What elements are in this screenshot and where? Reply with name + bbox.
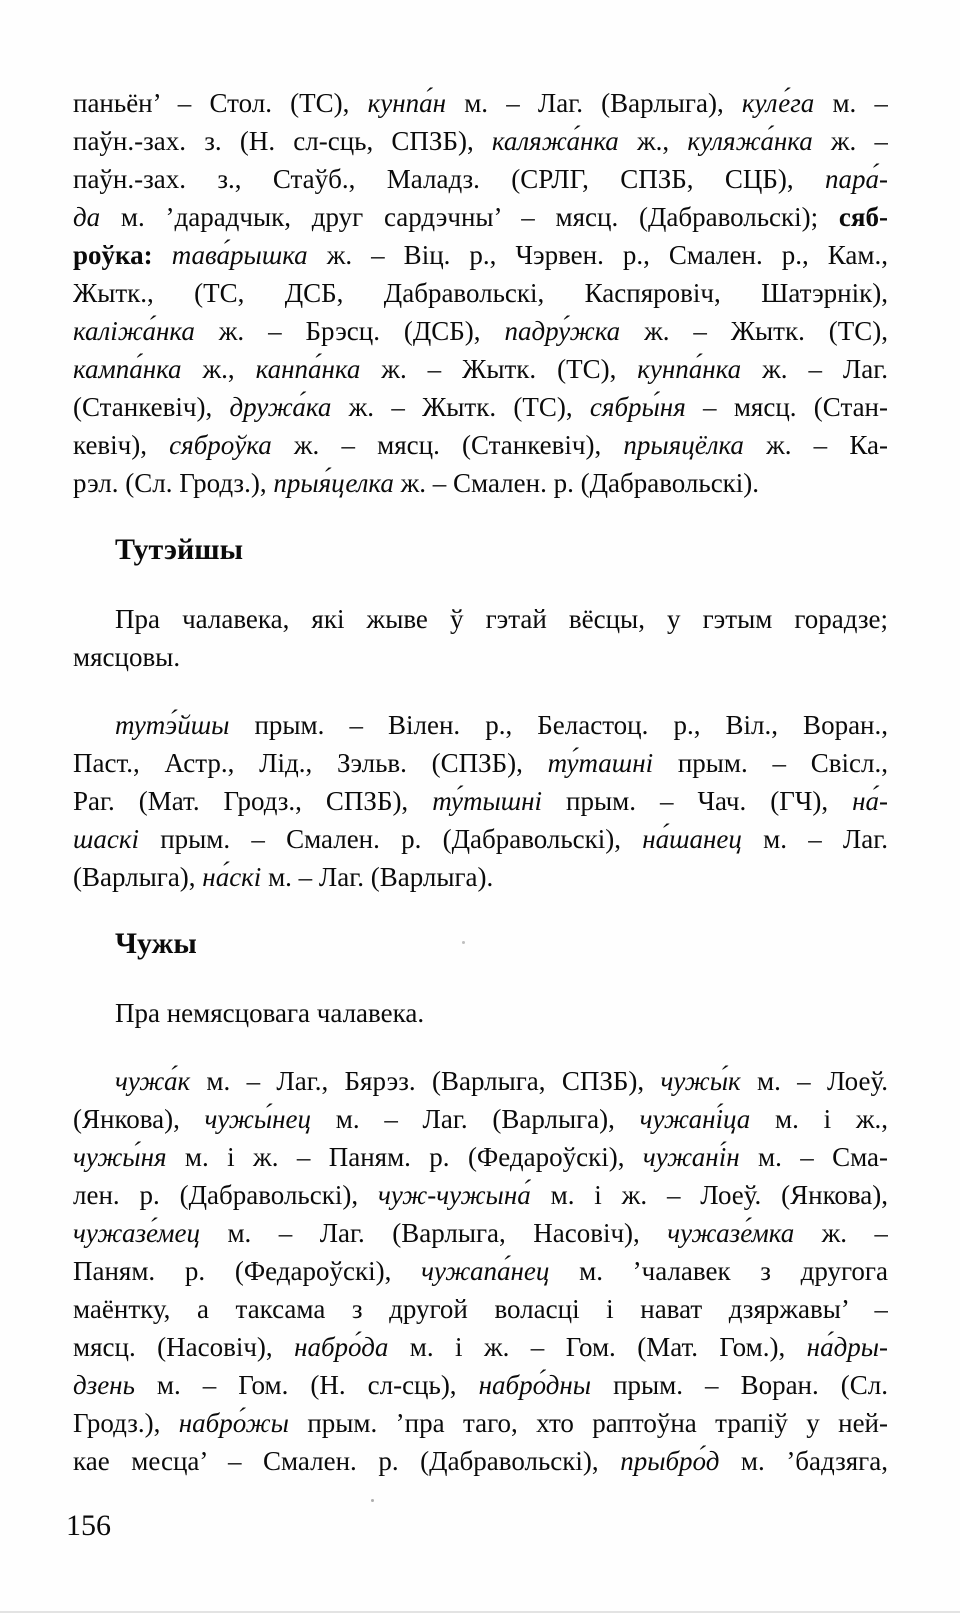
- text-segment: на́скі: [202, 862, 262, 892]
- paragraph: [73, 994, 888, 1032]
- section-heading: Чужы: [115, 927, 197, 960]
- text-segment: чуж-чужына́: [377, 1180, 531, 1210]
- text-segment: тутэ́йшы: [115, 710, 230, 740]
- text-line: [73, 84, 888, 122]
- text-line: [73, 1442, 888, 1480]
- text-segment: м. і ж. – Лоеў. (Янкова),: [530, 1180, 888, 1210]
- text-segment: ж. –: [812, 126, 888, 156]
- text-line: [73, 312, 888, 350]
- text-segment: каліжа́нка: [73, 316, 195, 346]
- page-number: 156: [66, 1509, 111, 1542]
- text-segment: м. –: [814, 88, 888, 118]
- section-heading: Тутэйшы: [115, 533, 243, 566]
- text-segment: ж.,: [181, 354, 256, 384]
- text-segment: ж. – Жытк. (ТС),: [331, 392, 590, 422]
- paragraph: [73, 706, 888, 896]
- text-segment: (Станкевіч),: [73, 392, 230, 422]
- text-segment: ж. – мясц. (Станкевіч),: [271, 430, 624, 460]
- paragraph: [73, 1062, 888, 1480]
- text-segment: м. ’бадзяга,: [719, 1446, 888, 1476]
- text-segment: чужазе́мец: [73, 1218, 201, 1248]
- text-line: [73, 820, 888, 858]
- text-line: [73, 122, 888, 160]
- text-segment: м. – Лаг. (Варлыга),: [311, 1104, 640, 1134]
- paragraph: [73, 84, 888, 502]
- text-segment: падру́жка: [504, 316, 621, 346]
- text-segment: паўн.-зах. з. (Н. сл-сць, СПЗБ),: [73, 126, 492, 156]
- text-segment: прым. ’пра таго, хто раптоўна трапіў у ней-: [288, 1408, 888, 1438]
- text-segment: чужані́н: [642, 1142, 740, 1172]
- text-segment: Раг. (Мат. Гродз., СПЗБ),: [73, 786, 433, 816]
- text-segment: набро́жы: [178, 1408, 289, 1438]
- text-line: [73, 350, 888, 388]
- text-segment: чужазе́мка: [667, 1218, 795, 1248]
- text-line: [73, 274, 888, 312]
- text-segment: прыя́целка: [273, 468, 394, 498]
- text-segment: чужа́к: [115, 1066, 191, 1096]
- text-line: [73, 782, 888, 820]
- text-line: [73, 1366, 888, 1404]
- text-line: [73, 464, 888, 502]
- text-segment: чужапа́нец: [421, 1256, 550, 1286]
- text-segment: м. ’чалавек з другога: [549, 1256, 888, 1286]
- text-segment: тава́рышка: [171, 240, 308, 270]
- text-line: [73, 706, 888, 744]
- text-segment: кунпа́н: [367, 88, 446, 118]
- text-segment: Пра чалавека, які жыве ў гэтай вёсцы, у гэтым горадзе;: [115, 604, 888, 634]
- text-segment: ж. – Ка-: [743, 430, 888, 460]
- text-segment: м. ’дарадчык, друг сардэчны’ – мясц. (Дабравольскі);: [100, 202, 839, 232]
- text-segment: рэл. (Сл. Гродз.),: [73, 468, 274, 498]
- text-segment: ту́ташні: [547, 748, 654, 778]
- text-line: [73, 388, 888, 426]
- text-segment: прым. – Воран. (Сл.: [591, 1370, 888, 1400]
- text-segment: м. – Гом. (Н. сл-сць),: [134, 1370, 479, 1400]
- text-segment: куляжа́нка: [687, 126, 813, 156]
- text-line: [73, 160, 888, 198]
- text-line: [73, 638, 888, 676]
- text-segment: сяброўка: [169, 430, 272, 460]
- text-segment: набро́да: [294, 1332, 389, 1362]
- text-segment: кевіч),: [73, 430, 170, 460]
- text-segment: Жытк., (ТС, ДСБ, Дабравольскі, Каспяровіч, Шатэрнік),: [73, 278, 888, 308]
- text-segment: кае месца’ – Смален. р. (Дабравольскі),: [73, 1446, 621, 1476]
- text-segment: шаскі: [73, 824, 139, 854]
- text-segment: ж. – Жытк. (ТС),: [620, 316, 888, 346]
- scan-speck: [371, 1499, 374, 1502]
- page-text-block: [73, 84, 888, 1480]
- scan-speck: [462, 941, 465, 944]
- text-segment: паньён’ – Стол. (ТС),: [73, 88, 368, 118]
- text-segment: роўка:: [73, 240, 172, 270]
- text-segment: канпа́нка: [255, 354, 361, 384]
- text-segment: чужані́ца: [639, 1104, 751, 1134]
- text-segment: чужы́ня: [73, 1142, 167, 1172]
- text-segment: пара́-: [825, 164, 888, 194]
- text-segment: Пра немясцовага чалавека.: [115, 998, 425, 1028]
- text-segment: каляжа́нка: [491, 126, 619, 156]
- text-segment: дружа́ка: [229, 392, 332, 422]
- text-segment: м. – Лаг.: [741, 824, 888, 854]
- text-line: [73, 236, 888, 274]
- text-segment: – мясц. (Стан-: [685, 392, 888, 422]
- text-segment: ж. –: [794, 1218, 888, 1248]
- text-segment: дзень: [73, 1370, 135, 1400]
- text-segment: прым. – Вілен. р., Беластоц. р., Віл., Воран.,: [229, 710, 888, 740]
- text-line: [73, 1214, 888, 1252]
- text-segment: да: [73, 202, 101, 232]
- text-line: [73, 426, 888, 464]
- text-segment: прыбро́д: [620, 1446, 720, 1476]
- text-line: [73, 600, 888, 638]
- text-line: [73, 744, 888, 782]
- text-segment: м. – Лоеў.: [740, 1066, 888, 1096]
- text-line: [73, 198, 888, 236]
- text-segment: мясц. (Насовіч),: [73, 1332, 295, 1362]
- text-segment: (Янкова),: [73, 1104, 205, 1134]
- text-line: [73, 1404, 888, 1442]
- text-segment: м. – Лаг., Бярэз. (Варлыга, СПЗБ),: [190, 1066, 661, 1096]
- text-segment: прым. – Смален. р. (Дабравольскі),: [139, 824, 643, 854]
- text-segment: мясцовы.: [73, 642, 181, 672]
- text-segment: сяб-: [838, 202, 888, 232]
- text-segment: чужы́к: [660, 1066, 741, 1096]
- text-line: [73, 994, 888, 1032]
- text-segment: ж. – Віц. р., Чэрвен. р., Смален. р., Кам.,: [307, 240, 888, 270]
- text-segment: ж. – Жытк. (ТС),: [360, 354, 638, 384]
- text-line: [73, 1328, 888, 1366]
- text-segment: м. і ж. – Паням. р. (Федароўскі),: [166, 1142, 643, 1172]
- text-segment: кампа́нка: [73, 354, 182, 384]
- text-segment: ж. – Брэсц. (ДСБ),: [194, 316, 505, 346]
- text-segment: м. – Лаг. (Варлыга),: [446, 88, 742, 118]
- text-segment: прым. – Чач. (ГЧ),: [542, 786, 853, 816]
- text-segment: ж. – Лаг.: [741, 354, 888, 384]
- text-segment: куле́га: [741, 88, 815, 118]
- text-segment: прыяцёлка: [623, 430, 744, 460]
- text-segment: маёнтку, а таксама з другой воласці і нават дзяржавы’ –: [73, 1294, 888, 1324]
- text-segment: набро́дны: [478, 1370, 592, 1400]
- text-segment: м. і ж.,: [750, 1104, 888, 1134]
- text-segment: сябры́ня: [589, 392, 686, 422]
- text-segment: прым. – Свісл.,: [653, 748, 888, 778]
- text-segment: ж. – Смален. р. (Дабравольскі).: [393, 468, 760, 498]
- text-segment: паўн.-зах. з., Стаўб., Маладз. (СРЛГ, СПЗБ, СЦБ),: [73, 164, 825, 194]
- text-segment: чужы́нец: [204, 1104, 312, 1134]
- text-segment: (Варлыга),: [73, 862, 203, 892]
- text-segment: лен. р. (Дабравольскі),: [73, 1180, 378, 1210]
- text-segment: м. – Сма-: [739, 1142, 888, 1172]
- text-segment: м. – Лаг. (Варлыга).: [261, 862, 494, 892]
- text-line: [73, 1062, 888, 1100]
- text-segment: Гродз.),: [73, 1408, 179, 1438]
- text-segment: Паст., Астр., Лід., Зэльв. (СПЗБ),: [73, 748, 548, 778]
- text-segment: ж.,: [618, 126, 688, 156]
- text-segment: Паням. р. (Федароўскі),: [73, 1256, 422, 1286]
- text-segment: на́-: [852, 786, 888, 816]
- paragraph: [73, 600, 888, 676]
- text-segment: на́дры-: [806, 1332, 888, 1362]
- text-line: [73, 1290, 888, 1328]
- text-line: [73, 1176, 888, 1214]
- text-line: [73, 1138, 888, 1176]
- text-segment: кунпа́нка: [637, 354, 742, 384]
- text-segment: ту́тышні: [432, 786, 543, 816]
- text-segment: м. і ж. – Гом. (Мат. Гом.),: [388, 1332, 807, 1362]
- text-segment: на́шанец: [642, 824, 742, 854]
- text-line: [73, 1100, 888, 1138]
- text-line: [73, 858, 888, 896]
- text-line: [73, 1252, 888, 1290]
- text-segment: м. – Лаг. (Варлыга, Насовіч),: [200, 1218, 668, 1248]
